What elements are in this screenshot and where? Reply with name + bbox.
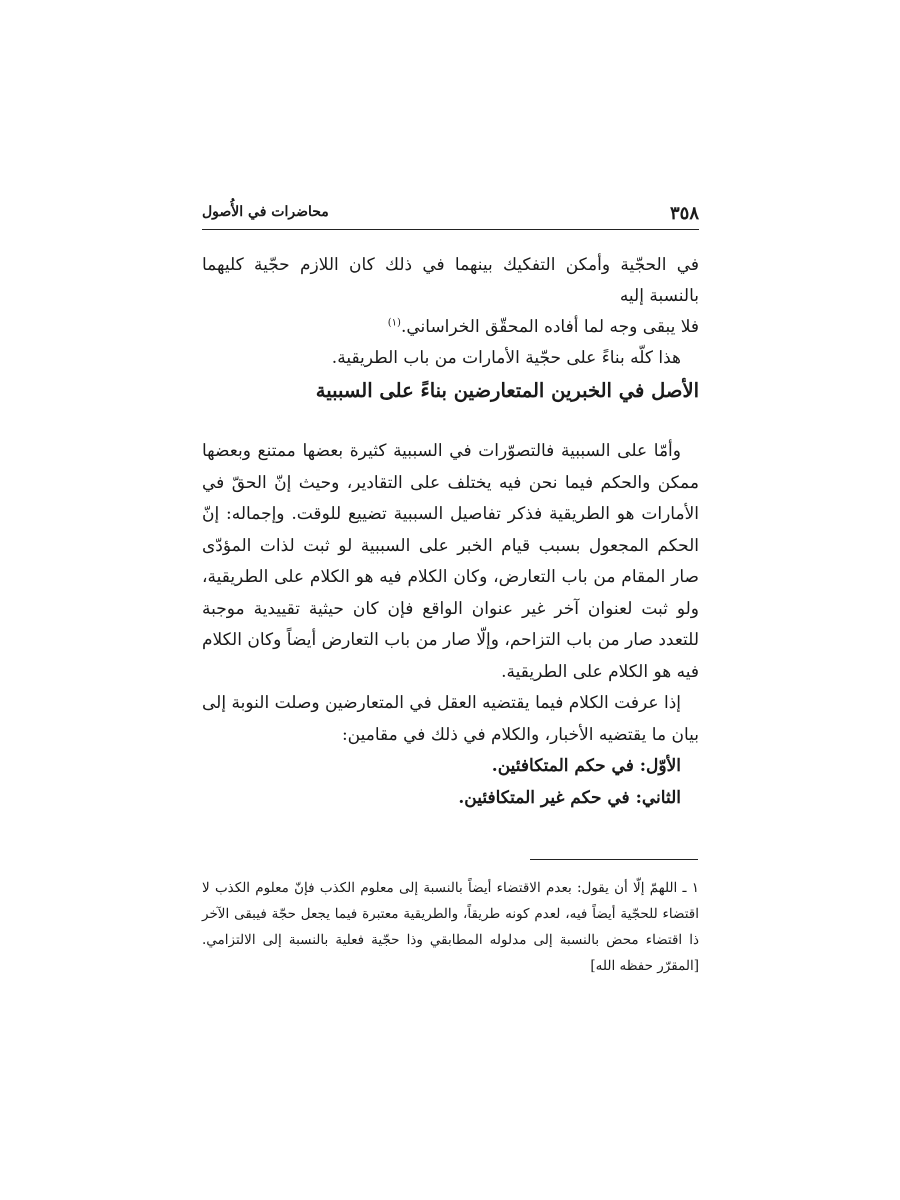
page-header bbox=[202, 203, 699, 229]
section-body bbox=[202, 436, 699, 814]
running-title: محاضرات في الأُصول bbox=[202, 204, 329, 220]
header-rule bbox=[202, 229, 699, 230]
paragraph-2: إذا عرفت الكلام فيما يقتضيه العقل في المتعارضين وصلت النوبة إلى بيان ما يقتضيه الأخبار، والكلام في ذلك في مقامين: bbox=[202, 693, 699, 745]
intro-line-2 bbox=[202, 312, 699, 343]
paragraph-1: وأمّا على السببية فالتصوّرات في السببية كثيرة بعضها ممتنع وبعضها ممكن والحكم فيما نحن فيه يختلف على التقادير، وحيث إنّ الحقّ في الأمارات هو الطريقية فذكر تفاصيل السببية تضييع للوقت. وإجماله: إنّ الحكم المجعول بسبب قيام الخبر على السببية لو ثبت لذات المؤدّى صار المقام من باب التعارض، وكان الكلام فيه هو الكلام على الطريقية، ولو ثبت لعنوان آخر غير عنوان الواقع فإن كان حيثية تقييدية موجبة للتعدد صار من باب التزاحم، وإلّا صار من باب التعارض أيضاً وكان الكلام فيه هو الكلام على الطريقية. bbox=[202, 441, 699, 682]
intro-line-3: هذا كلّه بناءً على حجّية الأمارات من باب الطريقية. bbox=[331, 348, 681, 368]
intro-text bbox=[202, 250, 699, 374]
section-heading: الأصل في الخبرين المتعارضين بناءً على السببية bbox=[315, 379, 699, 402]
intro-line-2-text: فلا يبقى وجه لما أفاده المحقّق الخراساني. bbox=[400, 317, 699, 337]
item-second: الثاني: في حكم غير المتكافئين. bbox=[458, 787, 681, 808]
page-number: ٣٥٨ bbox=[669, 203, 699, 224]
footnote-ref: (١) bbox=[387, 317, 401, 329]
item-first: الأوّل: في حكم المتكافئين. bbox=[491, 756, 681, 776]
footnote: ١ ـ اللهمّ إلّا أن يقول: بعدم الاقتضاء أيضاً بالنسبة إلى معلوم الكذب فإنّ معلوم الكذب لا اقتضاء للحجّية أيضاً فيه، لعدم كونه طريقاً، والطريقية معتبرة فيما يجعل حجّة فيبقى الآخر ذا اقتضاء محض بالنسبة إلى مدلوله المطابقي وذا حجّية فعلية بالنسبة إلى الالتزامي. [المقرّر حفظه الله] bbox=[202, 880, 699, 974]
footnote-rule bbox=[530, 859, 698, 860]
intro-line-1: في الحجّية وأمكن التفكيك بينهما في ذلك كان اللازم حجّية كليهما بالنسبة إليه bbox=[202, 255, 699, 306]
